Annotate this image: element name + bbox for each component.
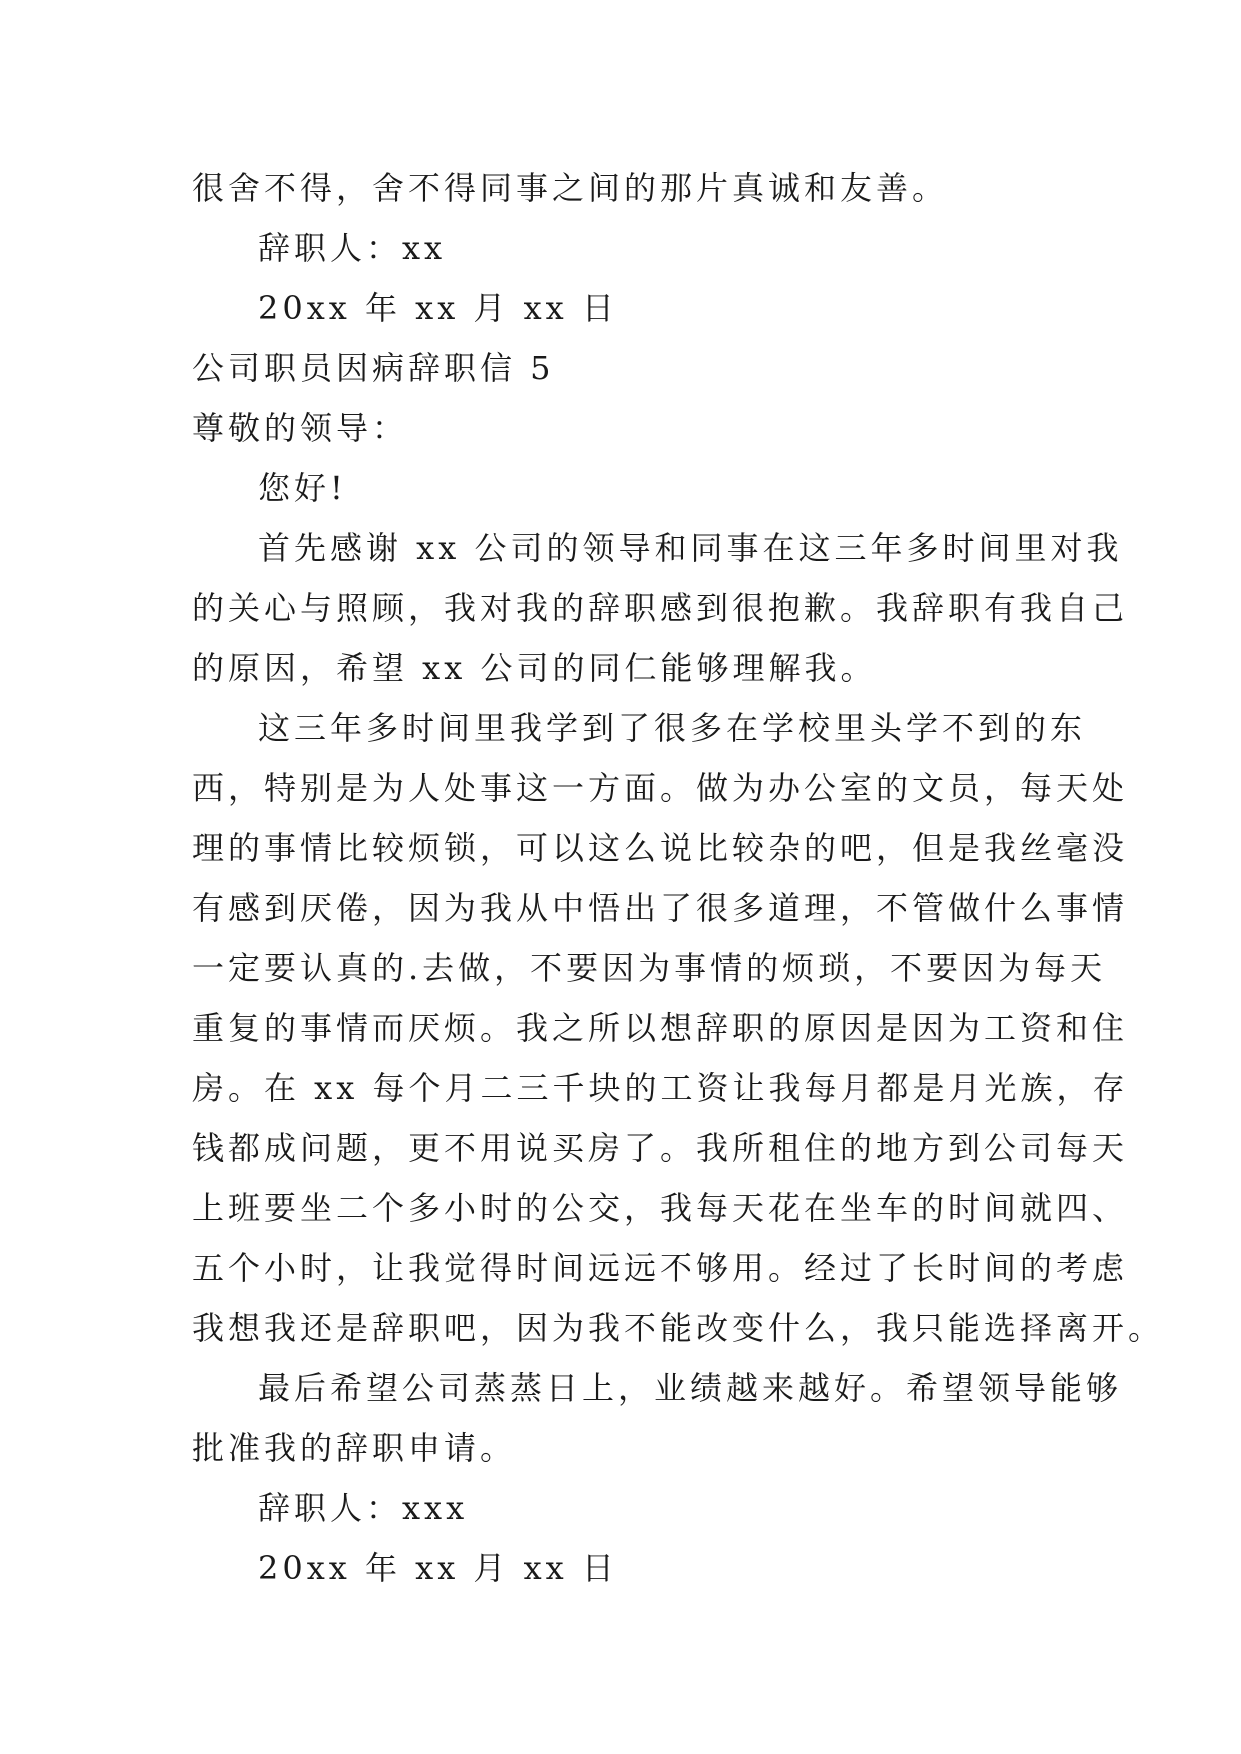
paragraph-line: 房。在 xx 每个月二三千块的工资让我每月都是月光族，存 — [192, 1069, 1129, 1107]
paragraph-line: 五个小时，让我觉得时间远远不够用。经过了长时间的考虑 — [192, 1249, 1129, 1287]
signature-line: 辞职人：xxx — [258, 1489, 469, 1527]
paragraph-line: 这三年多时间里我学到了很多在学校里头学不到的东 — [258, 709, 1087, 747]
paragraph-line: 钱都成问题，更不用说买房了。我所租住的地方到公司每天 — [192, 1129, 1129, 1167]
paragraph-line: 首先感谢 xx 公司的领导和同事在这三年多时间里对我 — [258, 529, 1123, 567]
paragraph-line: 的关心与照顾，我对我的辞职感到很抱歉。我辞职有我自己 — [192, 589, 1129, 627]
signature-line: 辞职人：xx — [258, 229, 447, 267]
paragraph-line: 重复的事情而厌烦。我之所以想辞职的原因是因为工资和住 — [192, 1009, 1129, 1047]
paragraph-line: 批准我的辞职申请。 — [192, 1429, 517, 1467]
date-line: 20xx 年 xx 月 xx 日 — [258, 1549, 618, 1587]
paragraph-line: 一定要认真的.去做，不要因为事情的烦琐，不要因为每天 — [192, 949, 1107, 987]
section-title: 公司职员因病辞职信 5 — [192, 349, 555, 387]
paragraph-line: 最后希望公司蒸蒸日上，业绩越来越好。希望领导能够 — [258, 1369, 1123, 1407]
paragraph-line: 有感到厌倦，因为我从中悟出了很多道理，不管做什么事情 — [192, 889, 1129, 927]
document-body — [192, 158, 1165, 1598]
closing-line: 很舍不得，舍不得同事之间的那片真诚和友善。 — [192, 169, 949, 207]
paragraph-line: 的原因，希望 xx 公司的同仁能够理解我。 — [192, 649, 877, 687]
greeting: 您好! — [258, 469, 347, 507]
date-line: 20xx 年 xx 月 xx 日 — [258, 289, 618, 327]
paragraph-line: 理的事情比较烦锁，可以这么说比较杂的吧，但是我丝毫没 — [192, 829, 1129, 867]
paragraph-line: 我想我还是辞职吧，因为我不能改变什么，我只能选择离开。 — [192, 1309, 1165, 1347]
salutation: 尊敬的领导： — [192, 409, 409, 447]
paragraph-line: 西，特别是为人处事这一方面。做为办公室的文员，每天处 — [192, 769, 1129, 807]
paragraph-line: 上班要坐二个多小时的公交，我每天花在坐车的时间就四、 — [192, 1189, 1129, 1227]
